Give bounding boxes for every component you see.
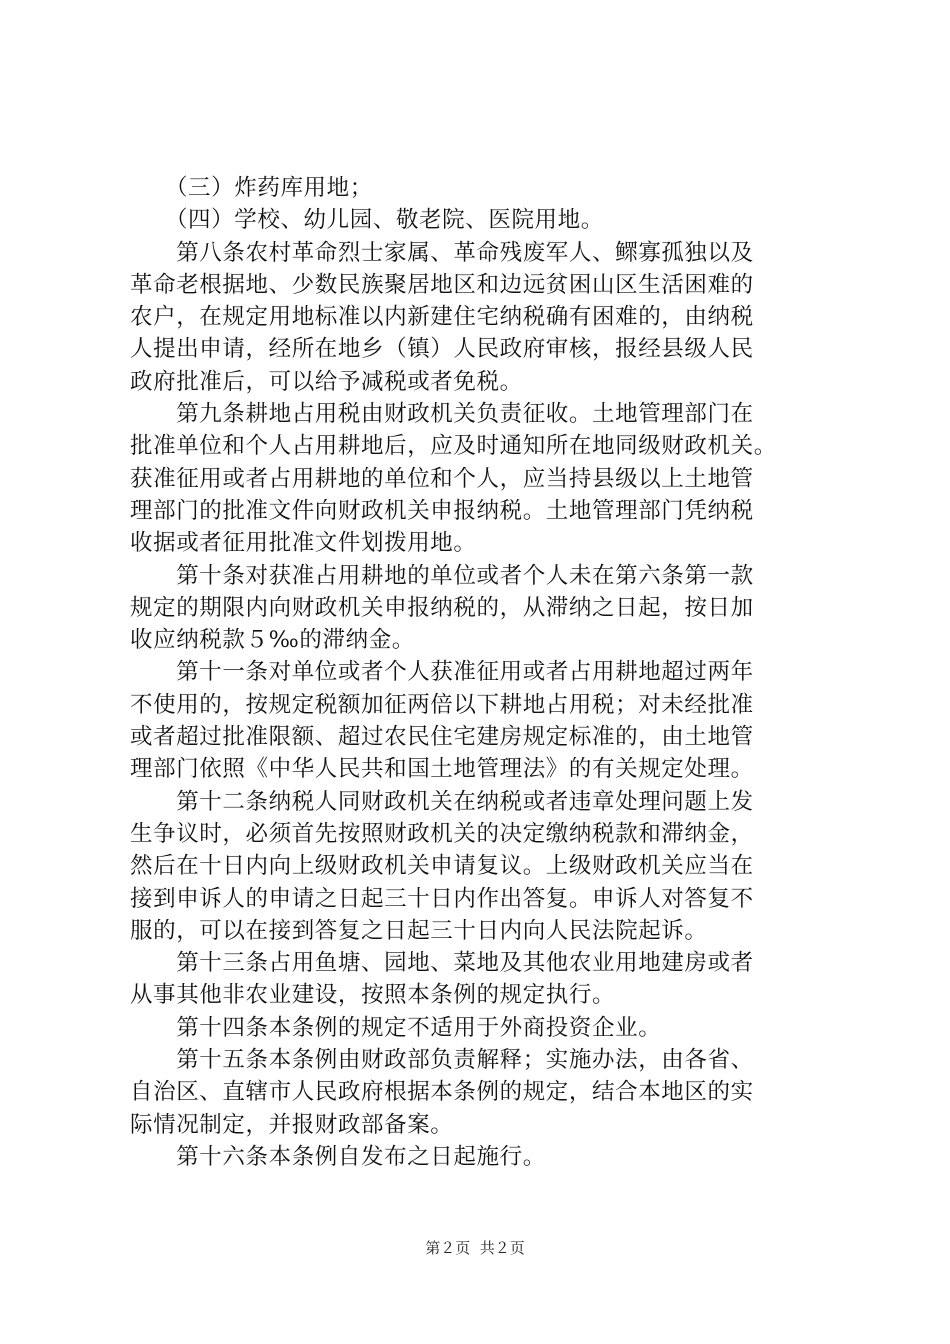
- text-line: 第十六条本条例自发布之日起施行。: [130, 1143, 546, 1170]
- text-line: 人提出申请，经所在地乡（镇）人民政府审核，报经县级人民: [130, 336, 754, 363]
- text-line: 生争议时，必须首先按照财政机关的决定缴纳税款和滞纳金，: [130, 820, 754, 847]
- text-line: 从事其他非农业建设，按照本条例的规定执行。: [130, 982, 616, 1009]
- text-line: 第十一条对单位或者个人获准征用或者占用耕地超过两年: [130, 659, 754, 686]
- text-line: 革命老根据地、少数民族聚居地区和边远贫困山区生活困难的: [130, 271, 754, 298]
- text-line: 然后在十日内向上级财政机关申请复议。上级财政机关应当在: [130, 853, 754, 880]
- text-line: 接到申诉人的申请之日起三十日内作出答复。申诉人对答复不: [130, 885, 754, 912]
- text-line: 第十三条占用鱼塘、园地、菜地及其他农业用地建房或者: [130, 950, 754, 977]
- text-line: 政府批准后，可以给予减税或者免税。: [130, 368, 523, 395]
- text-line: 批准单位和个人占用耕地后，应及时通知所在地同级财政机关。: [130, 433, 777, 460]
- text-line: 或者超过批准限额、超过农民住宅建房规定标准的，由土地管: [130, 724, 754, 751]
- text-line: 理部门依照《中华人民共和国土地管理法》的有关规定处理。: [130, 756, 754, 783]
- page-number: 第２页 共２页: [425, 1239, 525, 1257]
- document-body: [130, 172, 850, 1173]
- text-line: 自治区、直辖市人民政府根据本条例的规定，结合本地区的实: [130, 1079, 754, 1106]
- text-line: 第十二条纳税人同财政机关在纳税或者违章处理问题上发: [130, 788, 754, 815]
- text-line: 获准征用或者占用耕地的单位和个人，应当持县级以上土地管: [130, 465, 754, 492]
- text-line: 农户，在规定用地标准以内新建住宅纳税确有困难的，由纳税: [130, 304, 754, 331]
- text-line: 收据或者征用批准文件划拨用地。: [130, 530, 477, 557]
- text-line: 际情况制定，并报财政部备案。: [130, 1111, 454, 1138]
- text-line: 第十五条本条例由财政部负责解释；实施办法，由各省、: [130, 1047, 754, 1074]
- text-line: 不使用的，按规定税额加征两倍以下耕地占用税；对未经批准: [130, 691, 754, 718]
- text-line: 规定的期限内向财政机关申报纳税的，从滞纳之日起，按日加: [130, 594, 754, 621]
- text-line: 收应纳税款５‰的滞纳金。: [130, 627, 415, 654]
- page-footer: [0, 1238, 950, 1258]
- text-line: （三）炸药库用地；: [130, 175, 373, 201]
- text-line: 服的，可以在接到答复之日起三十日内向人民法院起诉。: [130, 917, 708, 944]
- text-line: 第十四条本条例的规定不适用于外商投资企业。: [130, 1014, 662, 1041]
- text-line: 第九条耕地占用税由财政机关负责征收。土地管理部门在: [130, 401, 754, 428]
- text-line: 第十条对获准占用耕地的单位或者个人未在第六条第一款: [130, 562, 754, 589]
- text-line: （四）学校、幼儿园、敬老院、医院用地。: [130, 207, 604, 234]
- text-line: 理部门的批准文件向财政机关申报纳税。土地管理部门凭纳税: [130, 497, 754, 524]
- text-line: 第八条农村革命烈士家属、革命残废军人、鳏寡孤独以及: [130, 239, 754, 266]
